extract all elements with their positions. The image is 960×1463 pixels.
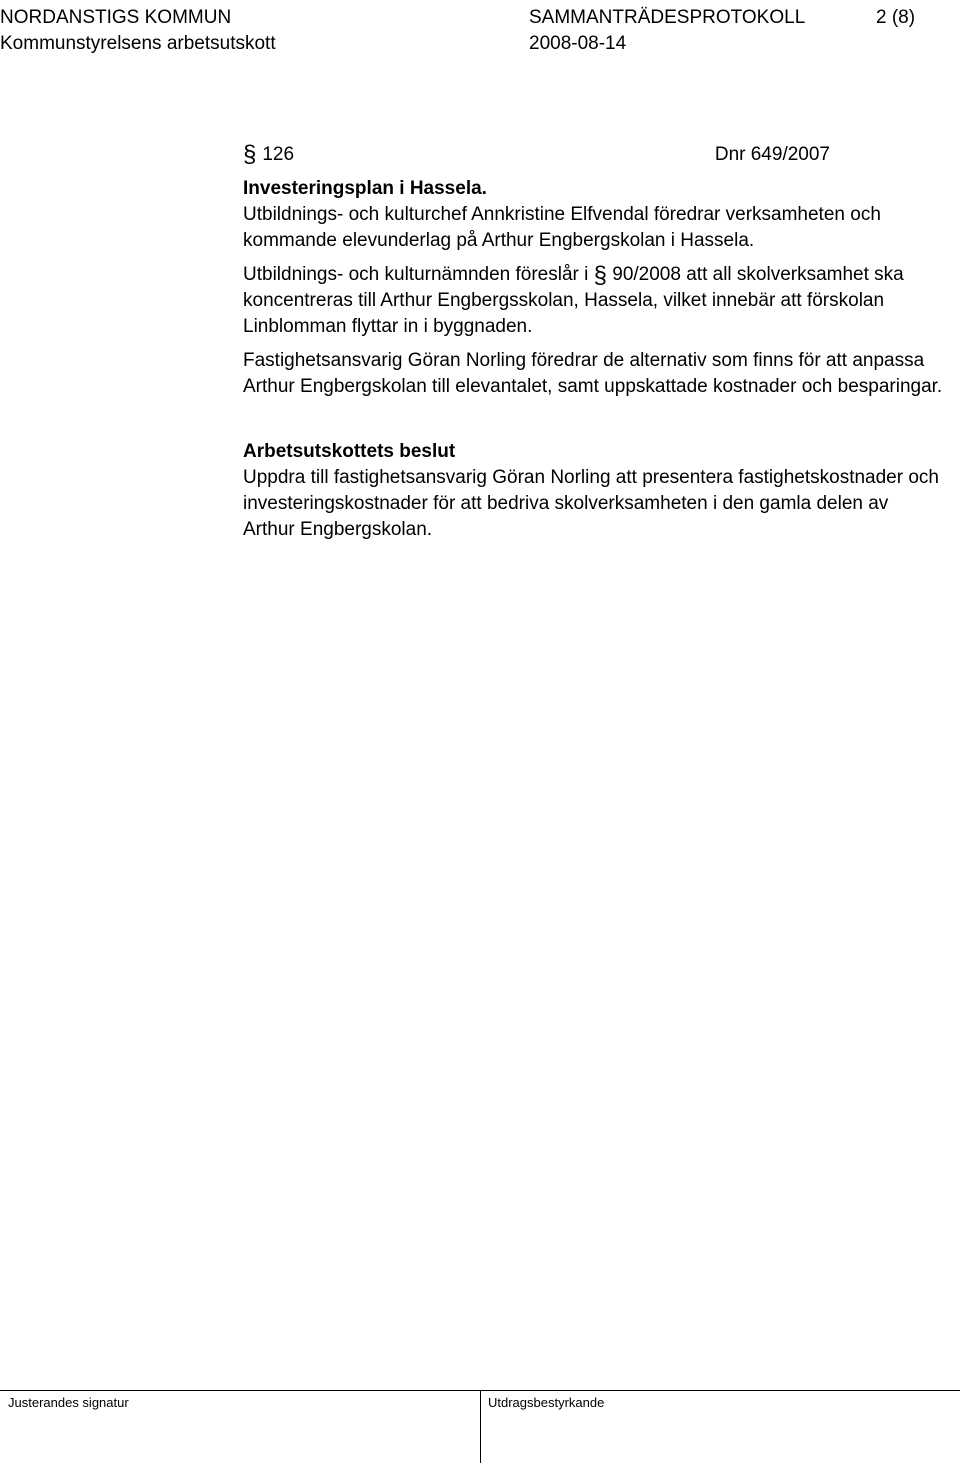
paragraph-inline-icon: § (593, 262, 607, 289)
case-title: Investeringsplan i Hassela. (243, 178, 487, 199)
case-number-row (243, 142, 830, 168)
case-paragraph-1: Utbildnings- och kulturchef Annkristine Elfvendal föredrar verksamheten och kommande elevunderlag på Arthur Engbergskolan i Hassela. (243, 204, 881, 251)
footer-signature-label: Justerandes signatur (8, 1395, 129, 1410)
case-paragraph-2-start: Utbildnings- och kulturnämnden föreslår i (243, 264, 594, 285)
case-paragraph-2 (243, 262, 943, 340)
case-paragraph-3: Fastighetsansvarig Göran Norling föredrar de alternativ som finns för att anpassa Arthur Engbergskolan till elevantalet, samt uppskattade kostnader och besparingar. (243, 350, 943, 397)
header-date: 2008-08-14 (529, 33, 627, 54)
case-number: 126 (262, 144, 295, 165)
case-paragraph-2-end: 90/2008 att all skolverksamhet ska koncentreras till Arthur Engbergsskolan, Hassela, vilket innebär att förskolan Linblomman flyttar in i byggnaden. (243, 264, 904, 337)
decision-text: Uppdra till fastighetsansvarig Göran Norling att presentera fastighetskostnader och investeringskostnader för att bedriva skolverksamheten i den gamla delen av Arthur Engbergskolan. (243, 467, 939, 540)
footer-certified-label: Utdragsbestyrkande (488, 1395, 605, 1410)
footer-divider (480, 1390, 481, 1463)
case-dnr: Dnr 649/2007 (714, 144, 830, 165)
protocol-body (243, 142, 943, 543)
case-number-group (243, 142, 294, 168)
header-committee: Kommunstyrelsens arbetsutskott (0, 33, 276, 54)
header-org: NORDANSTIGS KOMMUN (0, 7, 232, 28)
decision-heading: Arbetsutskottets beslut (243, 441, 456, 462)
header-page-number: 2 (8) (876, 7, 916, 28)
header-doc-type: SAMMANTRÄDESPROTOKOLL (529, 7, 806, 28)
paragraph-icon: § (243, 141, 257, 168)
